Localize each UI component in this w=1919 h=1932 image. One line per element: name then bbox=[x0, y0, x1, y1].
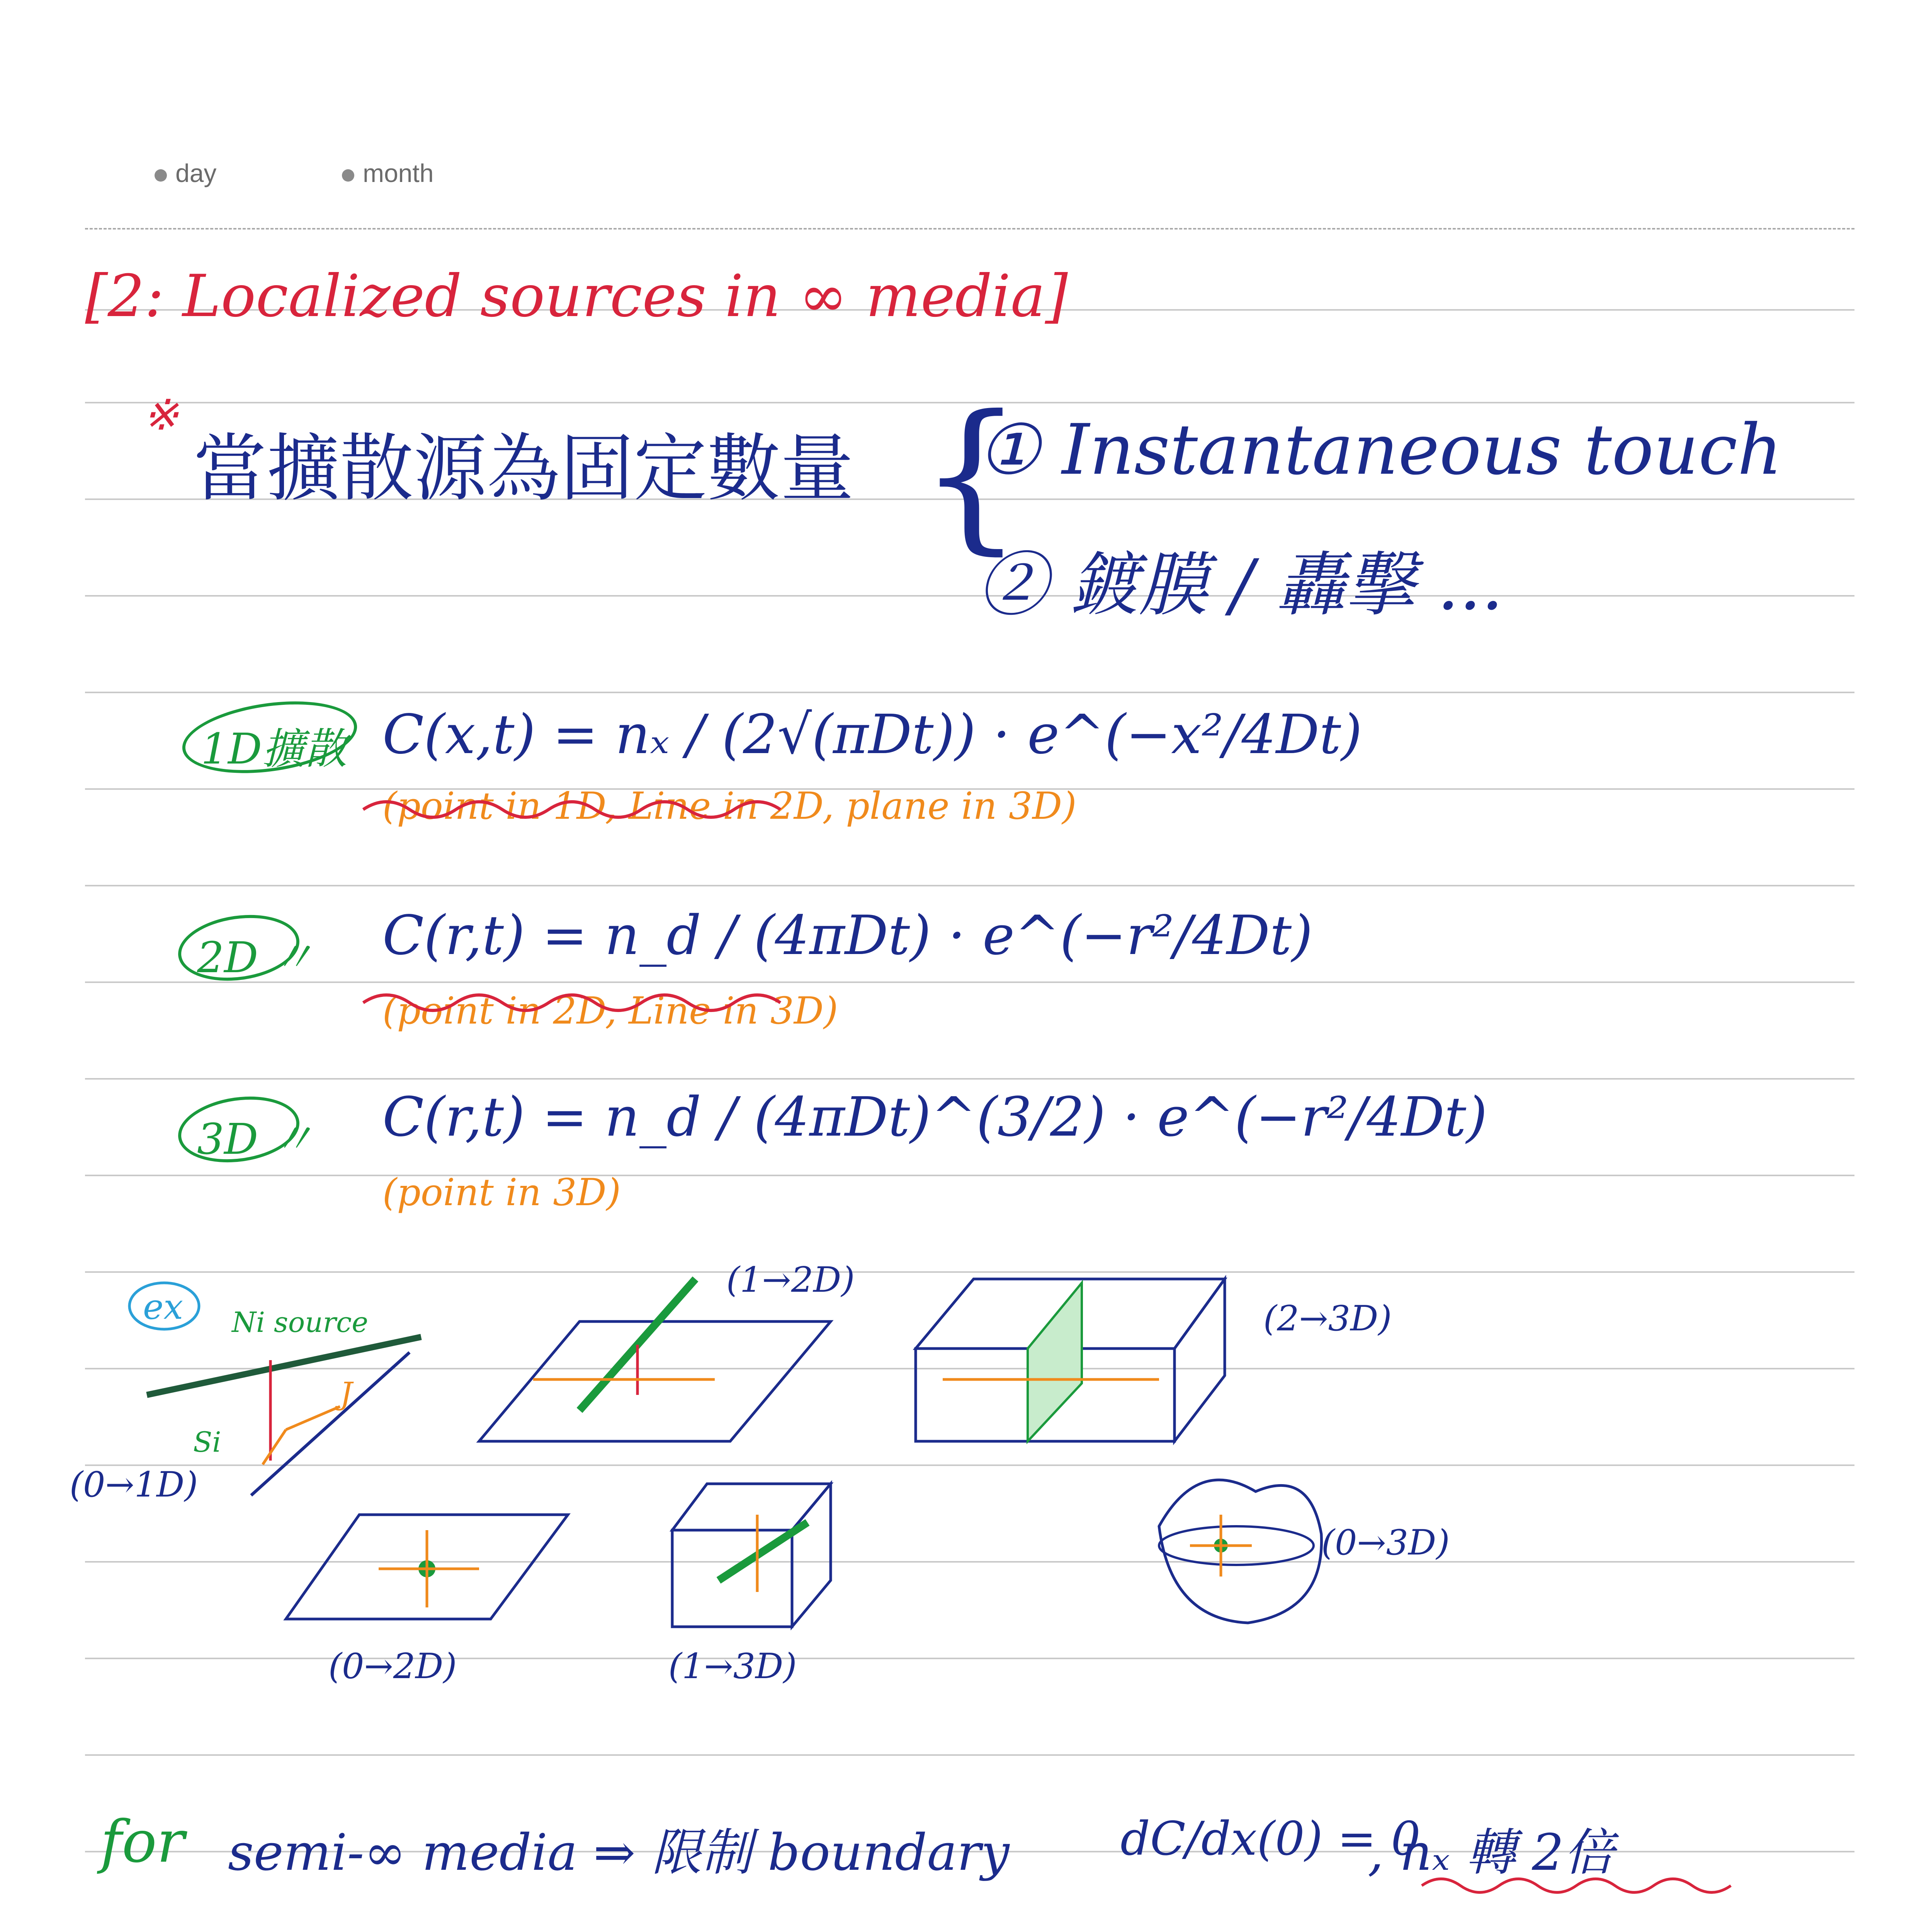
tag-1d: 1D擴散 bbox=[201, 724, 347, 774]
section-title: [2: Localized sources in ∞ media] bbox=[85, 263, 1068, 330]
ni-source-label: Ni source bbox=[232, 1306, 368, 1338]
semi-infinite-text: semi-∞ media ⇒ 限制 boundary bbox=[228, 1823, 1010, 1882]
case-instantaneous: ① Instantaneous touch bbox=[977, 410, 1782, 490]
caption-0-2d: (0→2D) bbox=[328, 1646, 457, 1687]
note-3d: (point in 3D) bbox=[382, 1171, 621, 1214]
brace: { bbox=[920, 381, 1023, 570]
caption-1-2d: (1→2D) bbox=[726, 1260, 855, 1300]
j-label: J bbox=[340, 1376, 353, 1412]
month-field: month bbox=[342, 158, 433, 188]
tag-3d: 3D 〃 bbox=[197, 1114, 314, 1164]
si-label: Si bbox=[193, 1426, 221, 1458]
ex-label: ex bbox=[143, 1287, 184, 1327]
caption-0-1d: (0→1D) bbox=[70, 1464, 198, 1505]
formula-1d: C(x,t) = nₓ / (2√(πDt)) · e^(−x²/4Dt) bbox=[382, 703, 1362, 766]
caption-1-3d: (1→3D) bbox=[668, 1646, 797, 1687]
case-coating: ② 鍍膜 / 轟擊 ... bbox=[977, 545, 1504, 626]
day-field: day bbox=[155, 158, 216, 188]
caption-0-3d: (0→3D) bbox=[1321, 1522, 1450, 1563]
tag-2d: 2D 〃 bbox=[197, 933, 314, 982]
for-label: for bbox=[100, 1808, 185, 1876]
formula-3d: C(r,t) = n_d / (4πDt)^(3/2) · e^(−r²/4Dt) bbox=[382, 1086, 1487, 1149]
semi-infinite-result: , nₓ 轉 2倍 bbox=[1368, 1823, 1614, 1882]
caption-2-3d: (2→3D) bbox=[1263, 1298, 1392, 1339]
formula-2d: C(r,t) = n_d / (4πDt) · e^(−r²/4Dt) bbox=[382, 904, 1313, 967]
note-2d: (point in 2D, Line in 3D) bbox=[382, 989, 838, 1032]
intro-text: 當擴散源為固定數量 bbox=[193, 426, 854, 511]
star-mark: ※ bbox=[143, 390, 179, 440]
boundary-condition: dC/dx(0) = 0 bbox=[1120, 1812, 1421, 1866]
note-1d: (point in 1D, Line in 2D, plane in 3D) bbox=[382, 784, 1077, 828]
